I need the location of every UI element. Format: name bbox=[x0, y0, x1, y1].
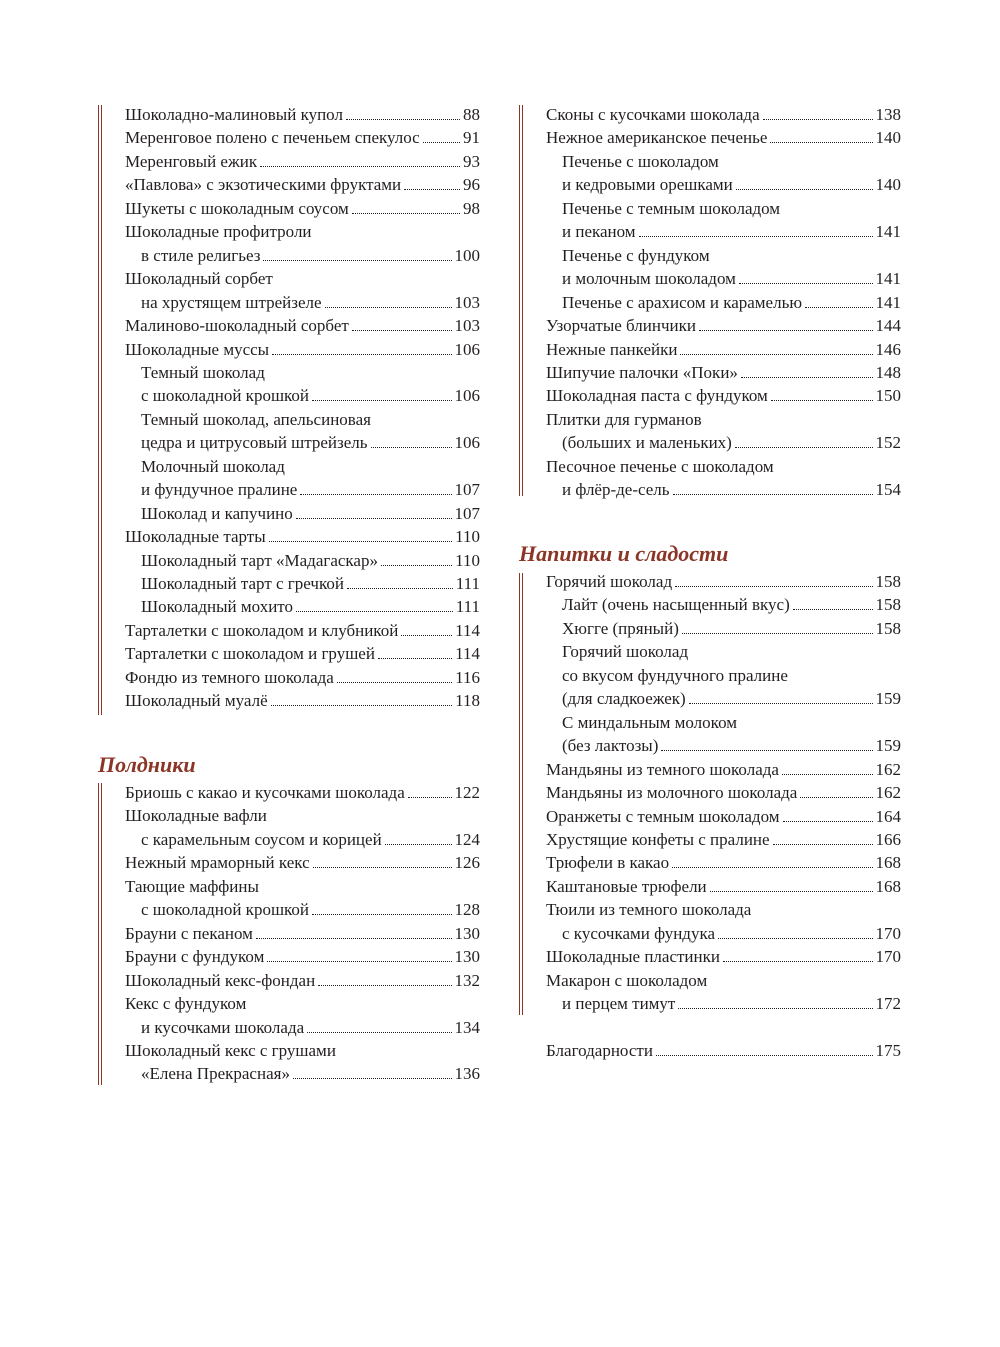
entry-page: 136 bbox=[454, 1064, 480, 1084]
toc-entry[interactable] bbox=[546, 314, 901, 337]
toc-entry[interactable] bbox=[546, 126, 901, 149]
entry-page: 159 bbox=[875, 689, 901, 709]
entry-title: Шоколадный муалё bbox=[125, 691, 268, 711]
entry-title: Меренговый ежик bbox=[125, 151, 258, 171]
dot-leader bbox=[263, 244, 451, 261]
entry-title: с кусочками фундука bbox=[562, 923, 716, 943]
entry-title: «Павлова» с экзотическими фруктами bbox=[125, 175, 402, 195]
entry-page: 138 bbox=[875, 105, 901, 124]
entry-page: 114 bbox=[455, 620, 480, 640]
dot-leader bbox=[269, 525, 453, 542]
entry-title: Шоколадная паста с фундуком bbox=[546, 386, 768, 406]
toc-line: Тюили из темного шоколада bbox=[546, 900, 752, 920]
toc-line: Горячий шоколад bbox=[562, 642, 689, 662]
entry-page: 122 bbox=[454, 783, 480, 802]
entry-page: 168 bbox=[875, 853, 901, 873]
entry-title: Шоколадный тарт «Мадагаскар» bbox=[141, 550, 378, 570]
entry-page: 162 bbox=[875, 783, 901, 803]
toc-block-left-2 bbox=[98, 783, 102, 1085]
toc-entry[interactable] bbox=[562, 291, 901, 314]
entry-page: 170 bbox=[875, 923, 901, 943]
entry-page: 111 bbox=[455, 574, 480, 593]
dot-leader bbox=[680, 338, 872, 355]
toc-block-right-1 bbox=[519, 105, 523, 496]
entry-title: с шоколадной крошкой bbox=[141, 900, 310, 920]
entry-title: Мандьяны из молочного шоколада bbox=[546, 783, 798, 803]
toc-entry[interactable] bbox=[141, 1062, 480, 1085]
entry-page: 164 bbox=[875, 806, 901, 826]
toc-entry[interactable] bbox=[562, 617, 901, 640]
entry-title: и молочным шоколадом bbox=[562, 269, 736, 289]
entry-title: «Елена Прекрасная» bbox=[141, 1064, 290, 1084]
toc-entry[interactable] bbox=[562, 267, 901, 290]
toc-entry[interactable] bbox=[125, 150, 480, 173]
entry-page: 170 bbox=[875, 947, 901, 967]
dot-leader bbox=[770, 126, 872, 143]
entry-page: 132 bbox=[454, 970, 480, 990]
toc-line: Молочный шоколад bbox=[141, 456, 285, 476]
entry-page: 158 bbox=[875, 595, 901, 615]
entry-title: Узорчатые блинчики bbox=[546, 316, 696, 336]
toc-block-left-1 bbox=[98, 105, 102, 715]
entry-title: Шоколадный кекс-фондан bbox=[125, 970, 316, 990]
dot-leader bbox=[312, 898, 451, 915]
entry-title: Шукеты с шоколадным соусом bbox=[125, 198, 349, 218]
toc-entry[interactable] bbox=[562, 687, 901, 710]
entry-page: 159 bbox=[875, 736, 901, 756]
dot-leader bbox=[800, 781, 872, 798]
dot-leader bbox=[307, 1016, 451, 1033]
toc-entry[interactable] bbox=[141, 244, 480, 267]
dot-leader bbox=[672, 851, 872, 868]
toc-entry[interactable] bbox=[141, 549, 480, 572]
toc-entry[interactable] bbox=[125, 103, 480, 126]
entry-title: Брауни с фундуком bbox=[125, 947, 265, 967]
dot-leader bbox=[763, 103, 873, 120]
dot-leader bbox=[352, 197, 460, 214]
dot-leader bbox=[256, 922, 452, 939]
toc-line: Печенье с шоколадом bbox=[562, 151, 719, 171]
toc-line: со вкусом фундучного пралине bbox=[562, 665, 788, 685]
entry-title: и флёр-де-сель bbox=[562, 480, 670, 500]
entry-page: 158 bbox=[875, 618, 901, 638]
dot-leader bbox=[689, 687, 873, 704]
dot-leader bbox=[293, 1062, 452, 1079]
toc-entry[interactable] bbox=[562, 593, 901, 616]
dot-leader bbox=[313, 851, 452, 868]
dot-leader bbox=[337, 666, 452, 683]
dot-leader bbox=[773, 828, 873, 845]
dot-leader bbox=[682, 617, 873, 634]
entry-title: на хрустящем штрейзеле bbox=[141, 292, 322, 312]
entry-title: Хюгге (пряный) bbox=[562, 618, 679, 638]
entry-page: 98 bbox=[463, 198, 480, 218]
entry-title: Шипучие палочки «Поки» bbox=[546, 362, 738, 382]
dot-leader bbox=[782, 758, 873, 775]
dot-leader bbox=[404, 173, 460, 190]
dot-leader bbox=[347, 572, 453, 589]
toc-line: Макарон с шоколадом bbox=[546, 970, 708, 990]
entry-page: 148 bbox=[875, 362, 901, 382]
entry-title: и перцем тимут bbox=[562, 994, 676, 1014]
toc-entry[interactable] bbox=[141, 431, 480, 454]
toc-entry[interactable] bbox=[562, 734, 901, 757]
toc-line: С миндальным молоком bbox=[562, 712, 737, 732]
entry-page: 166 bbox=[875, 829, 901, 849]
entry-page: 175 bbox=[875, 1041, 901, 1060]
dot-leader bbox=[423, 126, 460, 143]
dot-leader bbox=[267, 945, 451, 962]
entry-title: Тарталетки с шоколадом и грушей bbox=[125, 644, 375, 664]
dot-leader bbox=[739, 267, 873, 284]
entry-title: Нежный мраморный кекс bbox=[125, 853, 310, 873]
entry-title: Оранжеты с темным шоколадом bbox=[546, 806, 780, 826]
entry-title: Шоколадные пластинки bbox=[546, 947, 720, 967]
entry-title: (без лактозы) bbox=[562, 736, 659, 756]
toc-block-right-2 bbox=[519, 573, 523, 1015]
toc-entry[interactable] bbox=[546, 103, 901, 126]
entry-title: и фундучное пралине bbox=[141, 480, 298, 500]
entry-page: 106 bbox=[454, 433, 480, 453]
entry-page: 88 bbox=[463, 105, 480, 124]
entry-page: 141 bbox=[875, 292, 901, 312]
dot-leader bbox=[325, 291, 452, 308]
dot-leader bbox=[678, 992, 872, 1009]
entry-title: и кедровыми орешками bbox=[562, 175, 733, 195]
entry-title: Шоколадный тарт с гречкой bbox=[141, 574, 344, 593]
entry-page: 126 bbox=[454, 853, 480, 873]
toc-entry[interactable] bbox=[125, 314, 480, 337]
dot-leader bbox=[378, 642, 452, 659]
toc-entry[interactable] bbox=[546, 875, 901, 898]
dot-leader bbox=[735, 431, 873, 448]
entry-title: Трюфели в какао bbox=[546, 853, 670, 873]
entry-title: Мандьяны из темного шоколада bbox=[546, 759, 779, 779]
toc-line: Темный шоколад bbox=[141, 362, 265, 382]
dot-leader bbox=[318, 969, 451, 986]
entry-title: Шоколадные тарты bbox=[125, 527, 266, 547]
dot-leader bbox=[723, 945, 873, 962]
toc-entry[interactable] bbox=[125, 689, 480, 712]
dot-leader bbox=[699, 314, 873, 331]
dot-leader bbox=[296, 502, 452, 519]
entry-title: Хрустящие конфеты с пралине bbox=[546, 829, 770, 849]
dot-leader bbox=[675, 570, 872, 587]
dot-leader bbox=[371, 431, 452, 448]
entry-title: Печенье с арахисом и карамелью bbox=[562, 292, 803, 312]
toc-line: Песочное печенье с шоколадом bbox=[546, 456, 774, 476]
dot-leader bbox=[296, 595, 453, 612]
entry-page: 144 bbox=[875, 316, 901, 336]
toc-line: Шоколадные вафли bbox=[125, 806, 267, 826]
entry-page: 114 bbox=[455, 644, 480, 664]
toc-entry[interactable] bbox=[546, 758, 901, 781]
entry-title: Бриошь с какао и кусочками шоколада bbox=[125, 783, 405, 802]
toc-entry[interactable] bbox=[562, 478, 901, 501]
entry-page: 100 bbox=[454, 245, 480, 265]
dot-leader bbox=[661, 734, 872, 751]
entry-page: 124 bbox=[454, 829, 480, 849]
entry-page: 140 bbox=[875, 175, 901, 195]
toc-entry[interactable] bbox=[546, 570, 901, 593]
section-title-napitki: Напитки и сладости bbox=[519, 541, 729, 566]
dot-leader bbox=[271, 689, 453, 706]
toc-entry[interactable] bbox=[141, 384, 480, 407]
toc-entry[interactable] bbox=[141, 478, 480, 501]
entry-title: (больших и маленьких) bbox=[562, 433, 732, 453]
entry-page: 134 bbox=[454, 1017, 480, 1037]
dot-leader bbox=[260, 150, 460, 167]
dot-leader bbox=[736, 173, 873, 190]
toc-entry[interactable] bbox=[125, 945, 480, 968]
entry-page: 140 bbox=[875, 128, 901, 148]
entry-title: Меренговое полено с печеньем спекулос bbox=[125, 128, 420, 148]
toc-entry[interactable] bbox=[546, 945, 901, 968]
toc-entry[interactable] bbox=[125, 197, 480, 220]
dot-leader bbox=[381, 549, 452, 566]
dot-leader bbox=[710, 875, 873, 892]
entry-page: 152 bbox=[875, 433, 901, 453]
entry-title: с карамельным соусом и корицей bbox=[141, 829, 382, 849]
entry-title: Нежное американское печенье bbox=[546, 128, 768, 148]
entry-page: 141 bbox=[875, 222, 901, 242]
entry-page: 168 bbox=[875, 876, 901, 896]
entry-page: 146 bbox=[875, 339, 901, 359]
dot-leader bbox=[272, 338, 451, 355]
entry-page: 106 bbox=[454, 339, 480, 359]
toc-line: Печенье с фундуком bbox=[562, 245, 710, 265]
entry-title: Шоколадно-малиновый купол bbox=[125, 105, 343, 124]
dot-leader bbox=[805, 291, 872, 308]
toc-entry[interactable] bbox=[141, 572, 480, 595]
entry-title: Шоколадные муссы bbox=[125, 339, 270, 359]
entry-title: и кусочками шоколада bbox=[141, 1017, 305, 1037]
dot-leader bbox=[639, 220, 873, 237]
dot-leader bbox=[673, 478, 873, 495]
toc-entry[interactable] bbox=[125, 338, 480, 361]
toc-line: Плитки для гурманов bbox=[546, 409, 702, 429]
entry-title: с шоколадной крошкой bbox=[141, 386, 310, 406]
entry-title: цедра и цитрусовый штрейзель bbox=[141, 433, 368, 453]
dot-leader bbox=[352, 314, 452, 331]
toc-entry[interactable] bbox=[125, 922, 480, 945]
entry-page: 162 bbox=[875, 759, 901, 779]
dot-leader bbox=[783, 805, 873, 822]
entry-page: 103 bbox=[454, 316, 480, 336]
entry-title: и пеканом bbox=[562, 222, 636, 242]
entry-title: Брауни с пеканом bbox=[125, 923, 253, 943]
dot-leader bbox=[408, 781, 452, 798]
toc-entry[interactable] bbox=[125, 781, 480, 804]
dot-leader bbox=[300, 478, 451, 495]
toc-entry[interactable] bbox=[125, 642, 480, 665]
entry-page: 107 bbox=[454, 503, 480, 523]
toc-entry[interactable] bbox=[562, 922, 901, 945]
entry-title: Благодарности bbox=[546, 1041, 653, 1060]
toc-entry[interactable] bbox=[546, 851, 901, 874]
toc-line: Шоколадный кекс с грушами bbox=[125, 1040, 336, 1060]
toc-entry[interactable] bbox=[562, 431, 901, 454]
entry-page: 110 bbox=[455, 527, 480, 547]
entry-page: 150 bbox=[875, 386, 901, 406]
entry-page: 106 bbox=[454, 386, 480, 406]
section-title-poldniki: Полдники bbox=[98, 752, 196, 777]
entry-title: Тарталетки с шоколадом и клубникой bbox=[125, 620, 399, 640]
toc-entry[interactable] bbox=[125, 851, 480, 874]
entry-title: Каштановые трюфели bbox=[546, 876, 707, 896]
toc-entry[interactable] bbox=[141, 828, 480, 851]
entry-title: Шоколадный мохито bbox=[141, 597, 294, 617]
toc-entry[interactable] bbox=[562, 992, 901, 1015]
toc-line: Шоколадный сорбет bbox=[125, 269, 273, 289]
toc-entry[interactable] bbox=[546, 384, 901, 407]
entry-page: 130 bbox=[454, 923, 480, 943]
toc-entry[interactable] bbox=[141, 291, 480, 314]
toc-entry[interactable] bbox=[562, 173, 901, 196]
entry-page: 154 bbox=[875, 480, 901, 500]
dot-leader bbox=[401, 619, 452, 636]
dot-leader bbox=[385, 828, 452, 845]
toc-entry[interactable] bbox=[125, 619, 480, 642]
toc-entry[interactable] bbox=[125, 969, 480, 992]
entry-title: в стиле религьез bbox=[141, 245, 261, 265]
dot-leader bbox=[718, 922, 872, 939]
dot-leader bbox=[656, 1039, 873, 1056]
entry-page: 130 bbox=[454, 947, 480, 967]
entry-title: Лайт (очень насыщенный вкус) bbox=[562, 595, 790, 615]
entry-page: 111 bbox=[455, 597, 480, 617]
toc-entry[interactable] bbox=[125, 126, 480, 149]
entry-page: 96 bbox=[463, 175, 480, 195]
toc-entry[interactable] bbox=[141, 502, 480, 525]
entry-title: Нежные панкейки bbox=[546, 339, 678, 359]
toc-entry[interactable] bbox=[125, 666, 480, 689]
toc-entry[interactable] bbox=[141, 1016, 480, 1039]
entry-page: 91 bbox=[463, 128, 480, 148]
entry-page: 141 bbox=[875, 269, 901, 289]
toc-line: Тающие маффины bbox=[125, 876, 259, 896]
toc-entry[interactable] bbox=[546, 338, 901, 361]
toc-entry[interactable] bbox=[546, 781, 901, 804]
toc-entry[interactable] bbox=[125, 525, 480, 548]
entry-title: Фондю из темного шоколада bbox=[125, 667, 334, 687]
entry-page: 110 bbox=[455, 550, 480, 570]
toc-entry[interactable] bbox=[141, 595, 480, 618]
toc-line: Шоколадные профитроли bbox=[125, 222, 312, 242]
toc-entry[interactable] bbox=[546, 361, 901, 384]
toc-entry[interactable] bbox=[546, 828, 901, 851]
toc-line: Печенье с темным шоколадом bbox=[562, 198, 781, 218]
entry-page: 116 bbox=[455, 667, 480, 687]
entry-page: 172 bbox=[875, 994, 901, 1014]
entry-title: Шоколад и капучино bbox=[141, 503, 293, 523]
dot-leader bbox=[346, 103, 460, 120]
dot-leader bbox=[312, 384, 451, 401]
entry-title: Сконы с кусочками шоколада bbox=[546, 105, 760, 124]
toc-entry[interactable] bbox=[562, 220, 901, 243]
entry-page: 93 bbox=[463, 151, 480, 171]
entry-page: 118 bbox=[455, 691, 480, 711]
toc-entry-acknowledgements[interactable] bbox=[546, 1039, 901, 1062]
entry-page: 107 bbox=[454, 480, 480, 500]
dot-leader bbox=[741, 361, 873, 378]
toc-entry[interactable] bbox=[141, 898, 480, 921]
dot-leader bbox=[771, 384, 873, 401]
toc-entry[interactable] bbox=[125, 173, 480, 196]
entry-page: 158 bbox=[875, 572, 901, 591]
toc-line: Кекс с фундуком bbox=[125, 994, 247, 1014]
entry-title: Малиново-шоколадный сорбет bbox=[125, 316, 349, 336]
dot-leader bbox=[793, 593, 873, 610]
toc-line: Темный шоколад, апельсиновая bbox=[141, 409, 371, 429]
toc-entry[interactable] bbox=[546, 805, 901, 828]
entry-page: 128 bbox=[454, 900, 480, 920]
entry-page: 103 bbox=[454, 292, 480, 312]
entry-title: (для сладкоежек) bbox=[562, 689, 686, 709]
entry-title: Горячий шоколад bbox=[546, 572, 673, 591]
